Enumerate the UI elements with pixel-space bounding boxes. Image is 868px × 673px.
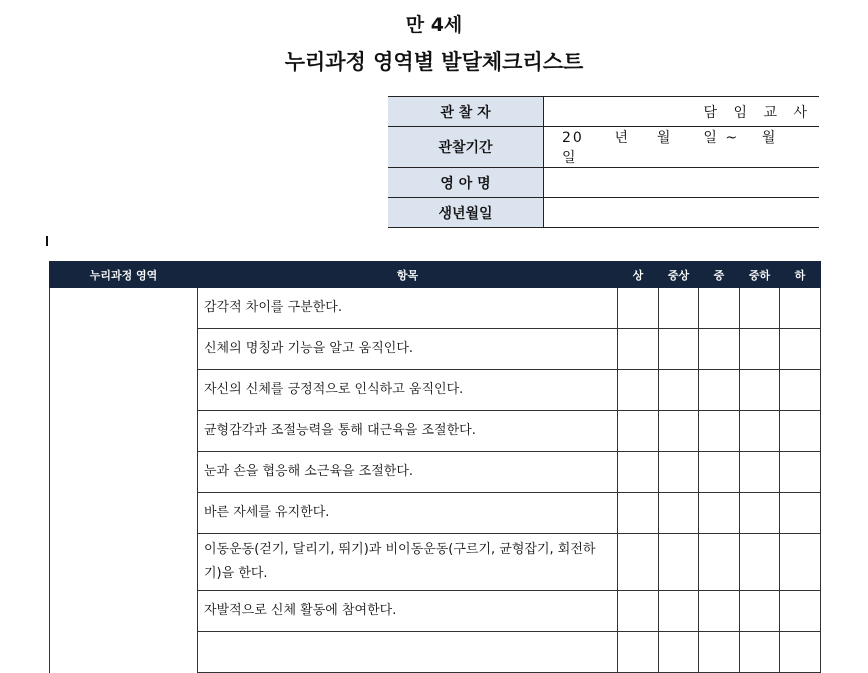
rating-cell[interactable] [699,370,740,411]
rating-cell[interactable] [659,329,699,370]
area-cell [50,288,198,673]
checklist-table [49,261,821,673]
rating-cell[interactable] [659,370,699,411]
checklist-item [198,632,618,673]
rating-cell[interactable] [780,370,821,411]
period-year-unit: 년 [614,130,630,146]
rating-cell[interactable] [740,493,780,534]
period-row [388,127,819,168]
rating-cell[interactable] [780,591,821,632]
period-month-start: 월 [656,130,673,146]
period-day-end: 일 [562,150,578,166]
rating-cell[interactable] [699,288,740,329]
rating-cell[interactable] [659,534,699,591]
observer-label: 관 찰 자 [388,97,544,127]
rating-cell[interactable] [780,288,821,329]
rating-cell[interactable] [618,288,659,329]
checklist-item: 이동운동(걷기, 달리기, 뛰기)과 비이동운동(구르기, 균형잡기, 회전하기)을 한다. [198,534,618,591]
rating-cell[interactable] [740,534,780,591]
rating-cell[interactable] [618,534,659,591]
rating-cell[interactable] [659,411,699,452]
rating-cell[interactable] [699,493,740,534]
rating-cell[interactable] [780,493,821,534]
page-title-age: 만 4세 [405,14,463,36]
header-rating-mid: 중 [699,262,740,288]
checklist-item: 신체의 명칭과 기능을 알고 움직인다. [198,329,618,370]
rating-cell[interactable] [780,632,821,673]
rating-cell[interactable] [740,591,780,632]
rating-cell[interactable] [740,452,780,493]
period-label: 관찰기간 [388,127,544,168]
period-month-end: 월 [761,130,778,146]
checklist-item: 바른 자세를 유지한다. [198,493,618,534]
checklist-item: 감각적 차이를 구분한다. [198,288,618,329]
rating-cell[interactable] [618,411,659,452]
rating-cell[interactable] [740,329,780,370]
rating-cell[interactable] [618,591,659,632]
rating-cell[interactable] [699,329,740,370]
rating-cell[interactable] [740,370,780,411]
header-rating-lower-mid: 중하 [740,262,780,288]
rating-cell[interactable] [780,329,821,370]
header-area: 누리과정 영역 [50,262,198,288]
child-name-row [388,168,819,198]
rating-cell[interactable] [699,632,740,673]
rating-cell[interactable] [659,288,699,329]
rating-cell[interactable] [618,329,659,370]
rating-cell[interactable] [699,534,740,591]
observer-value[interactable]: 담 임 교 사 [544,97,820,127]
header-item: 항목 [198,262,618,288]
rating-cell[interactable] [618,493,659,534]
period-year-prefix: 20 [562,130,584,146]
text-cursor [46,236,48,246]
rating-cell[interactable] [740,288,780,329]
rating-cell[interactable] [659,632,699,673]
birthdate-label: 생년월일 [388,198,544,228]
checklist-item: 눈과 손을 협응해 소근육을 조절한다. [198,452,618,493]
rating-cell[interactable] [780,411,821,452]
rating-cell[interactable] [618,632,659,673]
rating-cell[interactable] [618,370,659,411]
checklist-header-row [50,262,821,288]
period-value[interactable] [544,127,820,168]
child-name-label: 영 아 명 [388,168,544,198]
period-day-start: 일 ~ [703,130,740,146]
rating-cell[interactable] [699,452,740,493]
rating-cell[interactable] [618,452,659,493]
header-rating-high: 상 [618,262,659,288]
observation-info-table [388,96,819,228]
rating-cell[interactable] [780,534,821,591]
rating-cell[interactable] [659,493,699,534]
child-name-field[interactable] [544,168,820,198]
header-rating-upper-mid: 중상 [659,262,699,288]
table-row [50,288,821,329]
birthdate-field[interactable] [544,198,820,228]
rating-cell[interactable] [740,411,780,452]
header-rating-low: 하 [780,262,821,288]
rating-cell[interactable] [659,452,699,493]
checklist-item: 자신의 신체를 긍정적으로 인식하고 움직인다. [198,370,618,411]
rating-cell[interactable] [780,452,821,493]
rating-cell[interactable] [740,632,780,673]
rating-cell[interactable] [699,411,740,452]
checklist-item: 자발적으로 신체 활동에 참여한다. [198,591,618,632]
rating-cell[interactable] [699,591,740,632]
page-title: 누리과정 영역별 발달체크리스트 [284,50,584,74]
observer-row [388,97,819,127]
birthdate-row [388,198,819,228]
checklist-item: 균형감각과 조절능력을 통해 대근육을 조절한다. [198,411,618,452]
rating-cell[interactable] [659,591,699,632]
